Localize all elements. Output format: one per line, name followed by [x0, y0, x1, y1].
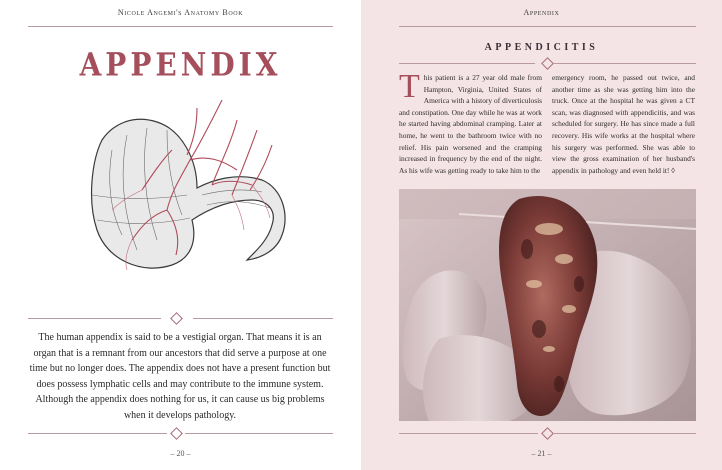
footer-diamond-icon: [170, 427, 183, 440]
section-title: APPENDICITIS: [484, 42, 599, 53]
drop-cap: T: [399, 68, 420, 105]
page-number-right: – 21 –: [531, 449, 552, 458]
running-head-right: Appendix: [523, 8, 560, 17]
title-rule-right-b: [554, 63, 696, 64]
body-column-2: emergency room, he passed out twice, and another time as she was getting him into the truck. Once at the hospital he was given a CT scan, was diagnosed with appendicitis, and was scheduled for surgery. He has since made a full recovery. His wife works at the hospital where his surgery was performed. She was able to view the gross examination of her husband's appendix in pathology and even held it! ◊: [552, 73, 695, 175]
header-rule-left: [28, 26, 333, 27]
footer-rule-right-a: [399, 433, 538, 434]
footer-diamond-right-icon: [541, 427, 554, 440]
ornament-diamond-icon: [170, 312, 183, 325]
title-diamond-icon: [541, 57, 554, 70]
header-rule-right: [399, 26, 696, 27]
page-number-left: – 20 –: [170, 449, 191, 458]
chapter-title: APPENDIX: [79, 45, 282, 84]
appendix-illustration: [72, 100, 292, 290]
specimen-photo: [399, 189, 696, 421]
divider-rule-left-b: [193, 318, 333, 319]
intro-paragraph: The human appendix is said to be a vestigial organ. That means it is an organ that is a remnant from our ancestors that did serve a purpose at one time but no longer does. The appendix does not have a present function but does possess lymphatic cells and may contribute to the immune system. Although the appendix does nothing for us, it can cause us big problems when it develops pathology.: [29, 332, 331, 421]
divider-rule-left-a: [28, 318, 161, 319]
right-page: [361, 0, 722, 470]
running-head-left: Nicole Angemi's Anatomy Book: [117, 8, 244, 17]
title-rule-right-a: [399, 63, 535, 64]
footer-rule-left-b: [185, 433, 333, 434]
column-1-text: his patient is a 27 year old male from Hampton, Virginia, United States of America with a history of diverticulosis and constipation. One day while he was at work he started having abdominal cramping. Later at home, he went to the bathroom twice with no relief. His pain worsened and the cramping increased in frequency by the end of the night. As his wife was getting ready to take him to the: [399, 73, 542, 175]
footer-rule-left-a: [28, 433, 167, 434]
body-column-1: [399, 68, 542, 176]
footer-rule-right-b: [554, 433, 696, 434]
